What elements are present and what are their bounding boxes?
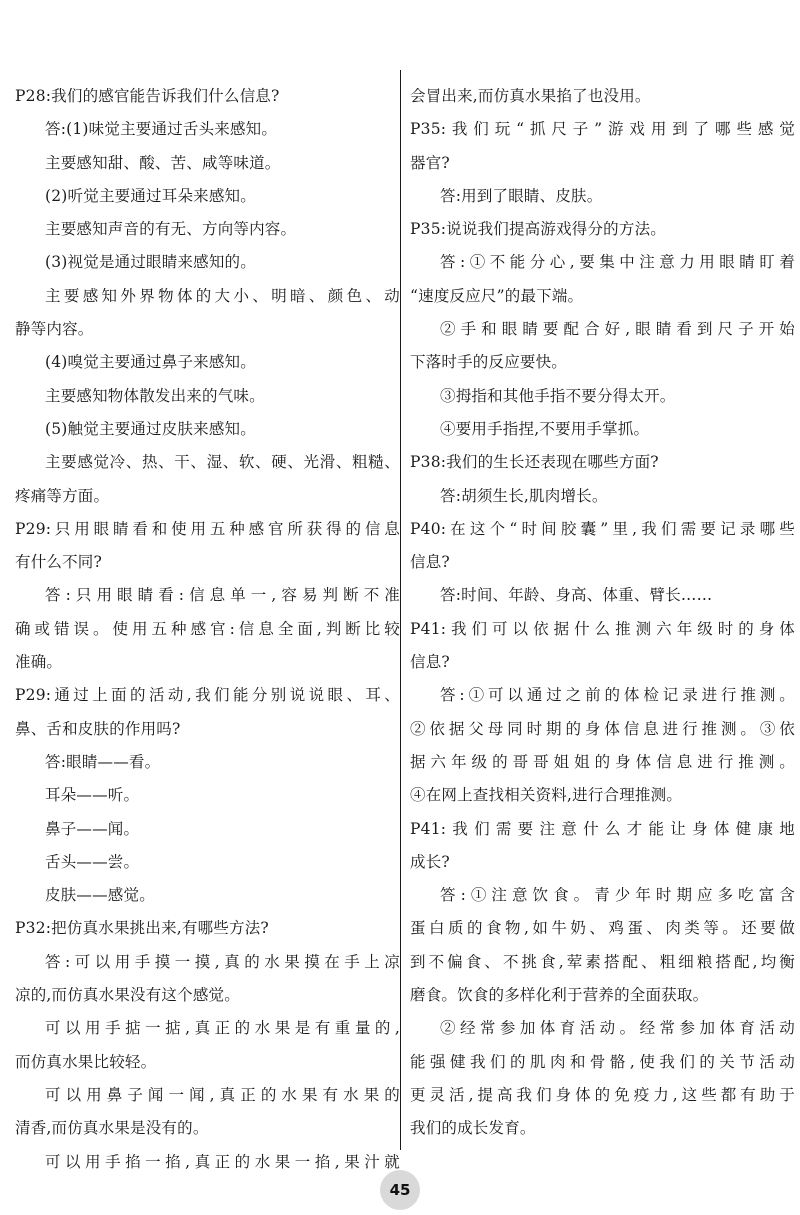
text-line: P40:在这个“时间胶囊”里,我们需要记录哪些 <box>410 519 795 538</box>
text-line: 主要感知外界物体的大小、明暗、颜色、动 <box>45 286 400 305</box>
text-line: 答:(1)味觉主要通过舌头来感知。 <box>45 120 278 139</box>
text-line: ②经常参加体育活动。经常参加体育活动 <box>440 1019 795 1038</box>
text-line: (4)嗅觉主要通过鼻子来感知。 <box>45 353 256 372</box>
text-line: 而仿真水果比较轻。 <box>15 1052 157 1071</box>
text-line: 答:胡须生长,肌肉增长。 <box>440 486 608 505</box>
text-line: 主要感觉冷、热、干、湿、软、硬、光滑、粗糙、 <box>45 453 400 472</box>
text-line: 答:①可以通过之前的体检记录进行推测。 <box>440 686 795 705</box>
text-line: 答:①注意饮食。青少年时期应多吃富含 <box>440 886 795 905</box>
text-line: 到不偏食、不挑食,荤素搭配、粗细粮搭配,均衡 <box>410 952 795 971</box>
text-line: “速度反应尺”的最下端。 <box>410 286 584 305</box>
page-number: 45 <box>380 1170 420 1210</box>
column-divider <box>400 70 401 1150</box>
text-line: 信息? <box>410 553 450 572</box>
text-line: ④在网上查找相关资料,进行合理推测。 <box>410 786 683 805</box>
text-line: (2)听觉主要通过耳朵来感知。 <box>45 186 256 205</box>
text-line: 准确。 <box>15 653 63 672</box>
text-line: 能强健我们的肌肉和骨骼,使我们的关节活动 <box>410 1052 795 1071</box>
text-line: 有什么不同? <box>15 553 103 572</box>
text-line: 成长? <box>410 852 450 871</box>
text-line: P41:我们需要注意什么才能让身体健康地 <box>410 819 795 838</box>
text-line: 我们的成长发育。 <box>410 1119 536 1138</box>
left-column <box>15 80 400 1179</box>
text-line: 凉的,而仿真水果没有这个感觉。 <box>15 986 240 1005</box>
text-line: 蛋白质的食物,如牛奶、鸡蛋、肉类等。还要做 <box>410 919 795 938</box>
text-line: 更灵活,提高我们身体的免疫力,这些都有助于 <box>410 1085 795 1104</box>
text-line: 鼻子——闻。 <box>45 819 140 838</box>
text-line: 鼻、舌和皮肤的作用吗? <box>15 719 181 738</box>
text-line: (3)视觉是通过眼睛来感知的。 <box>45 253 256 272</box>
text-line: 答:眼睛——看。 <box>45 752 161 771</box>
text-line: 清香,而仿真水果是没有的。 <box>15 1119 209 1138</box>
text-line: 答:可以用手摸一摸,真的水果摸在手上凉 <box>45 952 400 971</box>
text-line: 答:时间、年龄、身高、体重、臂长…… <box>440 586 713 605</box>
text-line: P32:把仿真水果挑出来,有哪些方法? <box>15 919 269 938</box>
right-column <box>410 80 795 1146</box>
text-line: P29:通过上面的活动,我们能分别说说眼、耳、 <box>15 686 400 705</box>
text-line: ②依据父母同时期的身体信息进行推测。③依 <box>410 719 795 738</box>
text-line: 磨食。饮食的多样化利于营养的全面获取。 <box>410 986 709 1005</box>
text-line: 据六年级的哥哥姐姐的身体信息进行推测。 <box>410 752 795 771</box>
text-line: 确或错误。使用五种感官:信息全面,判断比较 <box>15 619 400 638</box>
text-line: 主要感知声音的有无、方向等内容。 <box>45 220 297 239</box>
text-line: P28:我们的感官能告诉我们什么信息? <box>15 87 280 105</box>
text-line: 会冒出来,而仿真水果掐了也没用。 <box>410 87 651 105</box>
text-line: P29:只用眼睛看和使用五种感官所获得的信息 <box>15 519 400 538</box>
text-line: 信息? <box>410 653 450 672</box>
text-line: P41:我们可以依据什么推测六年级时的身体 <box>410 619 795 638</box>
text-line: 皮肤——感觉。 <box>45 886 155 905</box>
text-line: P35:我们玩“抓尺子”游戏用到了哪些感觉 <box>410 120 795 139</box>
text-line: 静等内容。 <box>15 320 94 339</box>
text-line: (5)触觉主要通过皮肤来感知。 <box>45 419 256 438</box>
text-line: 可以用鼻子闻一闻,真正的水果有水果的 <box>45 1085 400 1104</box>
text-line: P38:我们的生长还表现在哪些方面? <box>410 453 659 472</box>
text-line: ④要用手指捏,不要用手掌抓。 <box>440 419 650 438</box>
text-line: 可以用手掂一掂,真正的水果是有重量的, <box>45 1019 400 1038</box>
text-line: 可以用手掐一掐,真正的水果一掐,果汁就 <box>45 1152 400 1171</box>
text-line: 舌头——尝。 <box>45 852 140 871</box>
text-line: 疼痛等方面。 <box>15 486 110 505</box>
text-line: 主要感知物体散发出来的气味。 <box>45 386 265 405</box>
text-line: ②手和眼睛要配合好,眼睛看到尺子开始 <box>440 320 795 339</box>
text-line: ③拇指和其他手指不要分得太开。 <box>440 386 676 405</box>
text-line: P35:说说我们提高游戏得分的方法。 <box>410 220 666 239</box>
text-line: 下落时手的反应要快。 <box>410 353 568 372</box>
text-line: 答:①不能分心,要集中注意力用眼睛盯着 <box>440 253 795 272</box>
text-line: 器官? <box>410 153 450 172</box>
text-line: 答:只用眼睛看:信息单一,容易判断不准 <box>45 586 400 605</box>
text-line: 主要感知甜、酸、苦、咸等味道。 <box>45 153 281 172</box>
text-line: 答:用到了眼睛、皮肤。 <box>440 186 603 205</box>
text-line: 耳朵——听。 <box>45 786 140 805</box>
